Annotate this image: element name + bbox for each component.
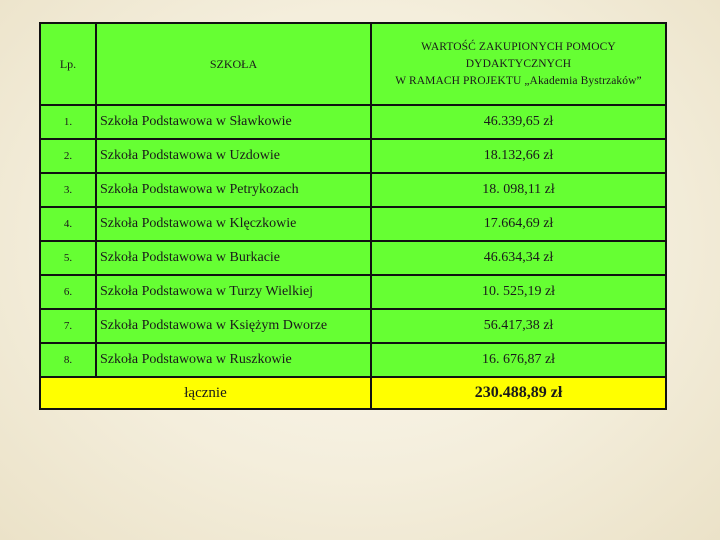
table-row	[40, 207, 666, 241]
header-value-line1: WARTOŚĆ ZAKUPIONYCH POMOCY	[421, 40, 616, 53]
header-value-line3: W RAMACH PROJEKTU „Akademia Bystrzaków”	[395, 74, 642, 87]
row-amount: 46.634,34 zł	[371, 241, 666, 275]
row-school: Szkoła Podstawowa w Petrykozach	[96, 173, 371, 207]
row-amount: 56.417,38 zł	[371, 309, 666, 343]
table-row	[40, 275, 666, 309]
header-value-line2: DYDAKTYCZNYCH	[465, 57, 572, 70]
row-school: Szkoła Podstawowa w Uzdowie	[96, 139, 371, 173]
row-school: Szkoła Podstawowa w Sławkowie	[96, 105, 371, 139]
row-school: Szkoła Podstawowa w Księżym Dworze	[96, 309, 371, 343]
table-row	[40, 309, 666, 343]
header-lp: Lp.	[40, 23, 96, 105]
row-school: Szkoła Podstawowa w Klęczkowie	[96, 207, 371, 241]
row-amount: 16. 676,87 zł	[371, 343, 666, 377]
table-row	[40, 241, 666, 275]
row-lp: 5.	[40, 241, 96, 275]
header-value	[371, 23, 666, 105]
row-amount: 46.339,65 zł	[371, 105, 666, 139]
table-header-row	[40, 23, 666, 105]
row-school: Szkoła Podstawowa w Burkacie	[96, 241, 371, 275]
row-lp: 2.	[40, 139, 96, 173]
header-school: SZKOŁA	[96, 23, 371, 105]
table-row	[40, 139, 666, 173]
total-amount: 230.488,89 zł	[371, 377, 666, 409]
total-label: łącznie	[40, 377, 371, 409]
row-school: Szkoła Podstawowa w Ruszkowie	[96, 343, 371, 377]
row-amount: 18. 098,11 zł	[371, 173, 666, 207]
row-school: Szkoła Podstawowa w Turzy Wielkiej	[96, 275, 371, 309]
row-lp: 3.	[40, 173, 96, 207]
row-lp: 4.	[40, 207, 96, 241]
row-lp: 7.	[40, 309, 96, 343]
total-row	[40, 377, 666, 409]
row-amount: 17.664,69 zł	[371, 207, 666, 241]
row-lp: 1.	[40, 105, 96, 139]
row-amount: 10. 525,19 zł	[371, 275, 666, 309]
row-lp: 8.	[40, 343, 96, 377]
funding-table	[39, 22, 667, 410]
table-row	[40, 343, 666, 377]
table-row	[40, 173, 666, 207]
table-row	[40, 105, 666, 139]
row-amount: 18.132,66 zł	[371, 139, 666, 173]
row-lp: 6.	[40, 275, 96, 309]
